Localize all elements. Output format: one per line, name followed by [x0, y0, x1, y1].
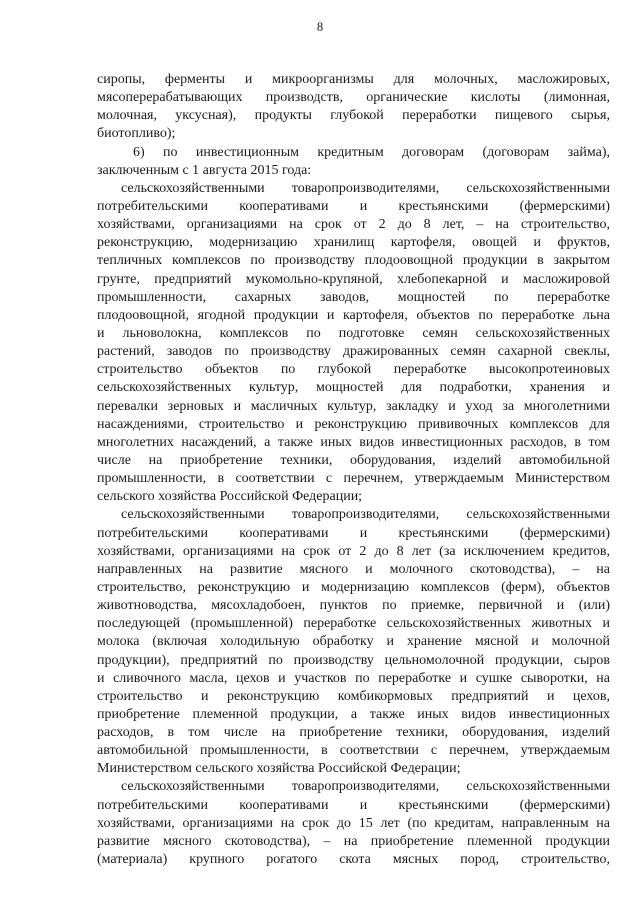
- text-line: потребительскими кооперативами и крестьянскими (фермерскими): [97, 797, 610, 813]
- text-line: 6) по инвестиционным кредитным договорам (договорам займа),: [133, 144, 610, 160]
- text-line: расходов, в том числе на приобретение техники, оборудования, изделий: [97, 725, 610, 741]
- text-line: потребительскими кооперативами и крестьянскими (фермерскими): [97, 525, 610, 541]
- text-line: хозяйствами, организациями на срок от 2 до 8 лет (за исключением кредитов,: [97, 543, 610, 559]
- text-line: реконструкцию, модернизацию хранилищ картофеля, овощей и фруктов,: [97, 235, 610, 251]
- text-line: строительство, реконструкцию и модернизацию комплексов (ферм), объектов: [97, 579, 610, 595]
- text-line: молочная, уксусная), продукты глубокой переработки пищевого сырья,: [97, 108, 610, 124]
- text-line: и льноволокна, комплексов по подготовке семян сельскохозяйственных: [97, 325, 610, 341]
- text-line: промышленности, сахарных заводов, мощностей по переработке: [97, 289, 610, 305]
- text-line: плодоовощной, ягодной продукции и картофеля, объектов по переработке льна: [97, 307, 610, 323]
- text-line: числе на приобретение техники, оборудования, изделий автомобильной: [97, 452, 610, 468]
- text-line: строительство объектов по глубокой переработке высокопротеиновых: [97, 362, 610, 378]
- text-line: развитие мясного скотоводства), – на приобретение племенной продукции: [97, 833, 610, 849]
- paragraph-p1: [97, 144, 610, 180]
- page-number: 8: [316, 20, 324, 34]
- text-line: хозяйствами, организациями на срок до 15 лет (по кредитам, направленным на: [97, 815, 610, 831]
- paragraph-p0: [97, 71, 610, 144]
- text-line: сельскохозяйственными товаропроизводителями, сельскохозяйственными: [121, 180, 610, 196]
- text-line: молока (включая холодильную обработку и хранение мясной и молочной: [97, 634, 610, 650]
- text-line: мясоперерабатывающих производств, органические кислоты (лимонная,: [97, 90, 610, 106]
- text-line: продукции), предприятий по производству цельномолочной продукции, сыров: [97, 652, 610, 668]
- text-line: строительство и реконструкцию комбикормовых предприятий и цехов,: [97, 688, 610, 704]
- text-line: животноводства, мясохладобоен, пунктов по приемке, первичной и (или): [97, 598, 610, 614]
- text-line: тепличных комплексов по производству плодоовощной продукции в закрытом: [97, 253, 610, 269]
- text-line: заключенным с 1 августа 2015 года:: [97, 162, 312, 178]
- text-line: многолетних насаждений, а также иных видов инвестиционных расходов, в том: [97, 434, 610, 450]
- document-body: [97, 71, 610, 869]
- text-line: приобретение племенной продукции, а также иных видов инвестиционных: [97, 706, 610, 722]
- paragraph-p3: [97, 506, 610, 778]
- text-line: потребительскими кооперативами и крестьянскими (фермерскими): [97, 198, 610, 214]
- text-line: направленных на развитие мясного и молочного скотоводства), – на: [97, 561, 610, 577]
- text-line: биотопливо);: [97, 126, 176, 142]
- text-line: автомобильной промышленности, в соответствии с перечнем, утверждаемым: [97, 743, 610, 759]
- text-line: сиропы, ферменты и микроорганизмы для молочных, масложировых,: [97, 72, 610, 87]
- text-line: хозяйствами, организациями на срок от 2 до 8 лет, – на строительство,: [97, 217, 610, 233]
- text-line: последующей (промышленной) переработке сельскохозяйственных животных и: [97, 616, 610, 632]
- text-line: и сливочного масла, цехов и участков по переработке и сушке сыворотки, на: [97, 670, 610, 686]
- paragraph-p4: [97, 778, 610, 869]
- text-line: грунте, предприятий мукомольно-крупяной, хлебопекарной и масложировой: [97, 271, 610, 287]
- text-line: сельскохозяйственными товаропроизводителями, сельскохозяйственными: [121, 779, 610, 795]
- text-line: перевалки зерновых и масличных культур, закладку и уход за многолетними: [97, 398, 610, 414]
- text-line: насаждениями, строительство и реконструкцию прививочных комплексов для: [97, 416, 610, 432]
- text-line: промышленности, в соответствии с перечнем, утверждаемым Министерством: [97, 471, 610, 487]
- text-line: Министерством сельского хозяйства Российской Федерации;: [97, 761, 461, 777]
- text-line: сельского хозяйства Российской Федерации;: [97, 489, 363, 505]
- text-line: сельскохозяйственными товаропроизводителями, сельскохозяйственными: [121, 507, 610, 523]
- text-line: (материала) крупного рогатого скота мясных пород, строительство,: [97, 852, 610, 868]
- paragraph-p2: [97, 180, 610, 507]
- text-line: растений, заводов по производству дражированных семян сахарной свеклы,: [97, 344, 610, 360]
- text-line: сельскохозяйственных культур, мощностей для подработки, хранения и: [97, 380, 610, 396]
